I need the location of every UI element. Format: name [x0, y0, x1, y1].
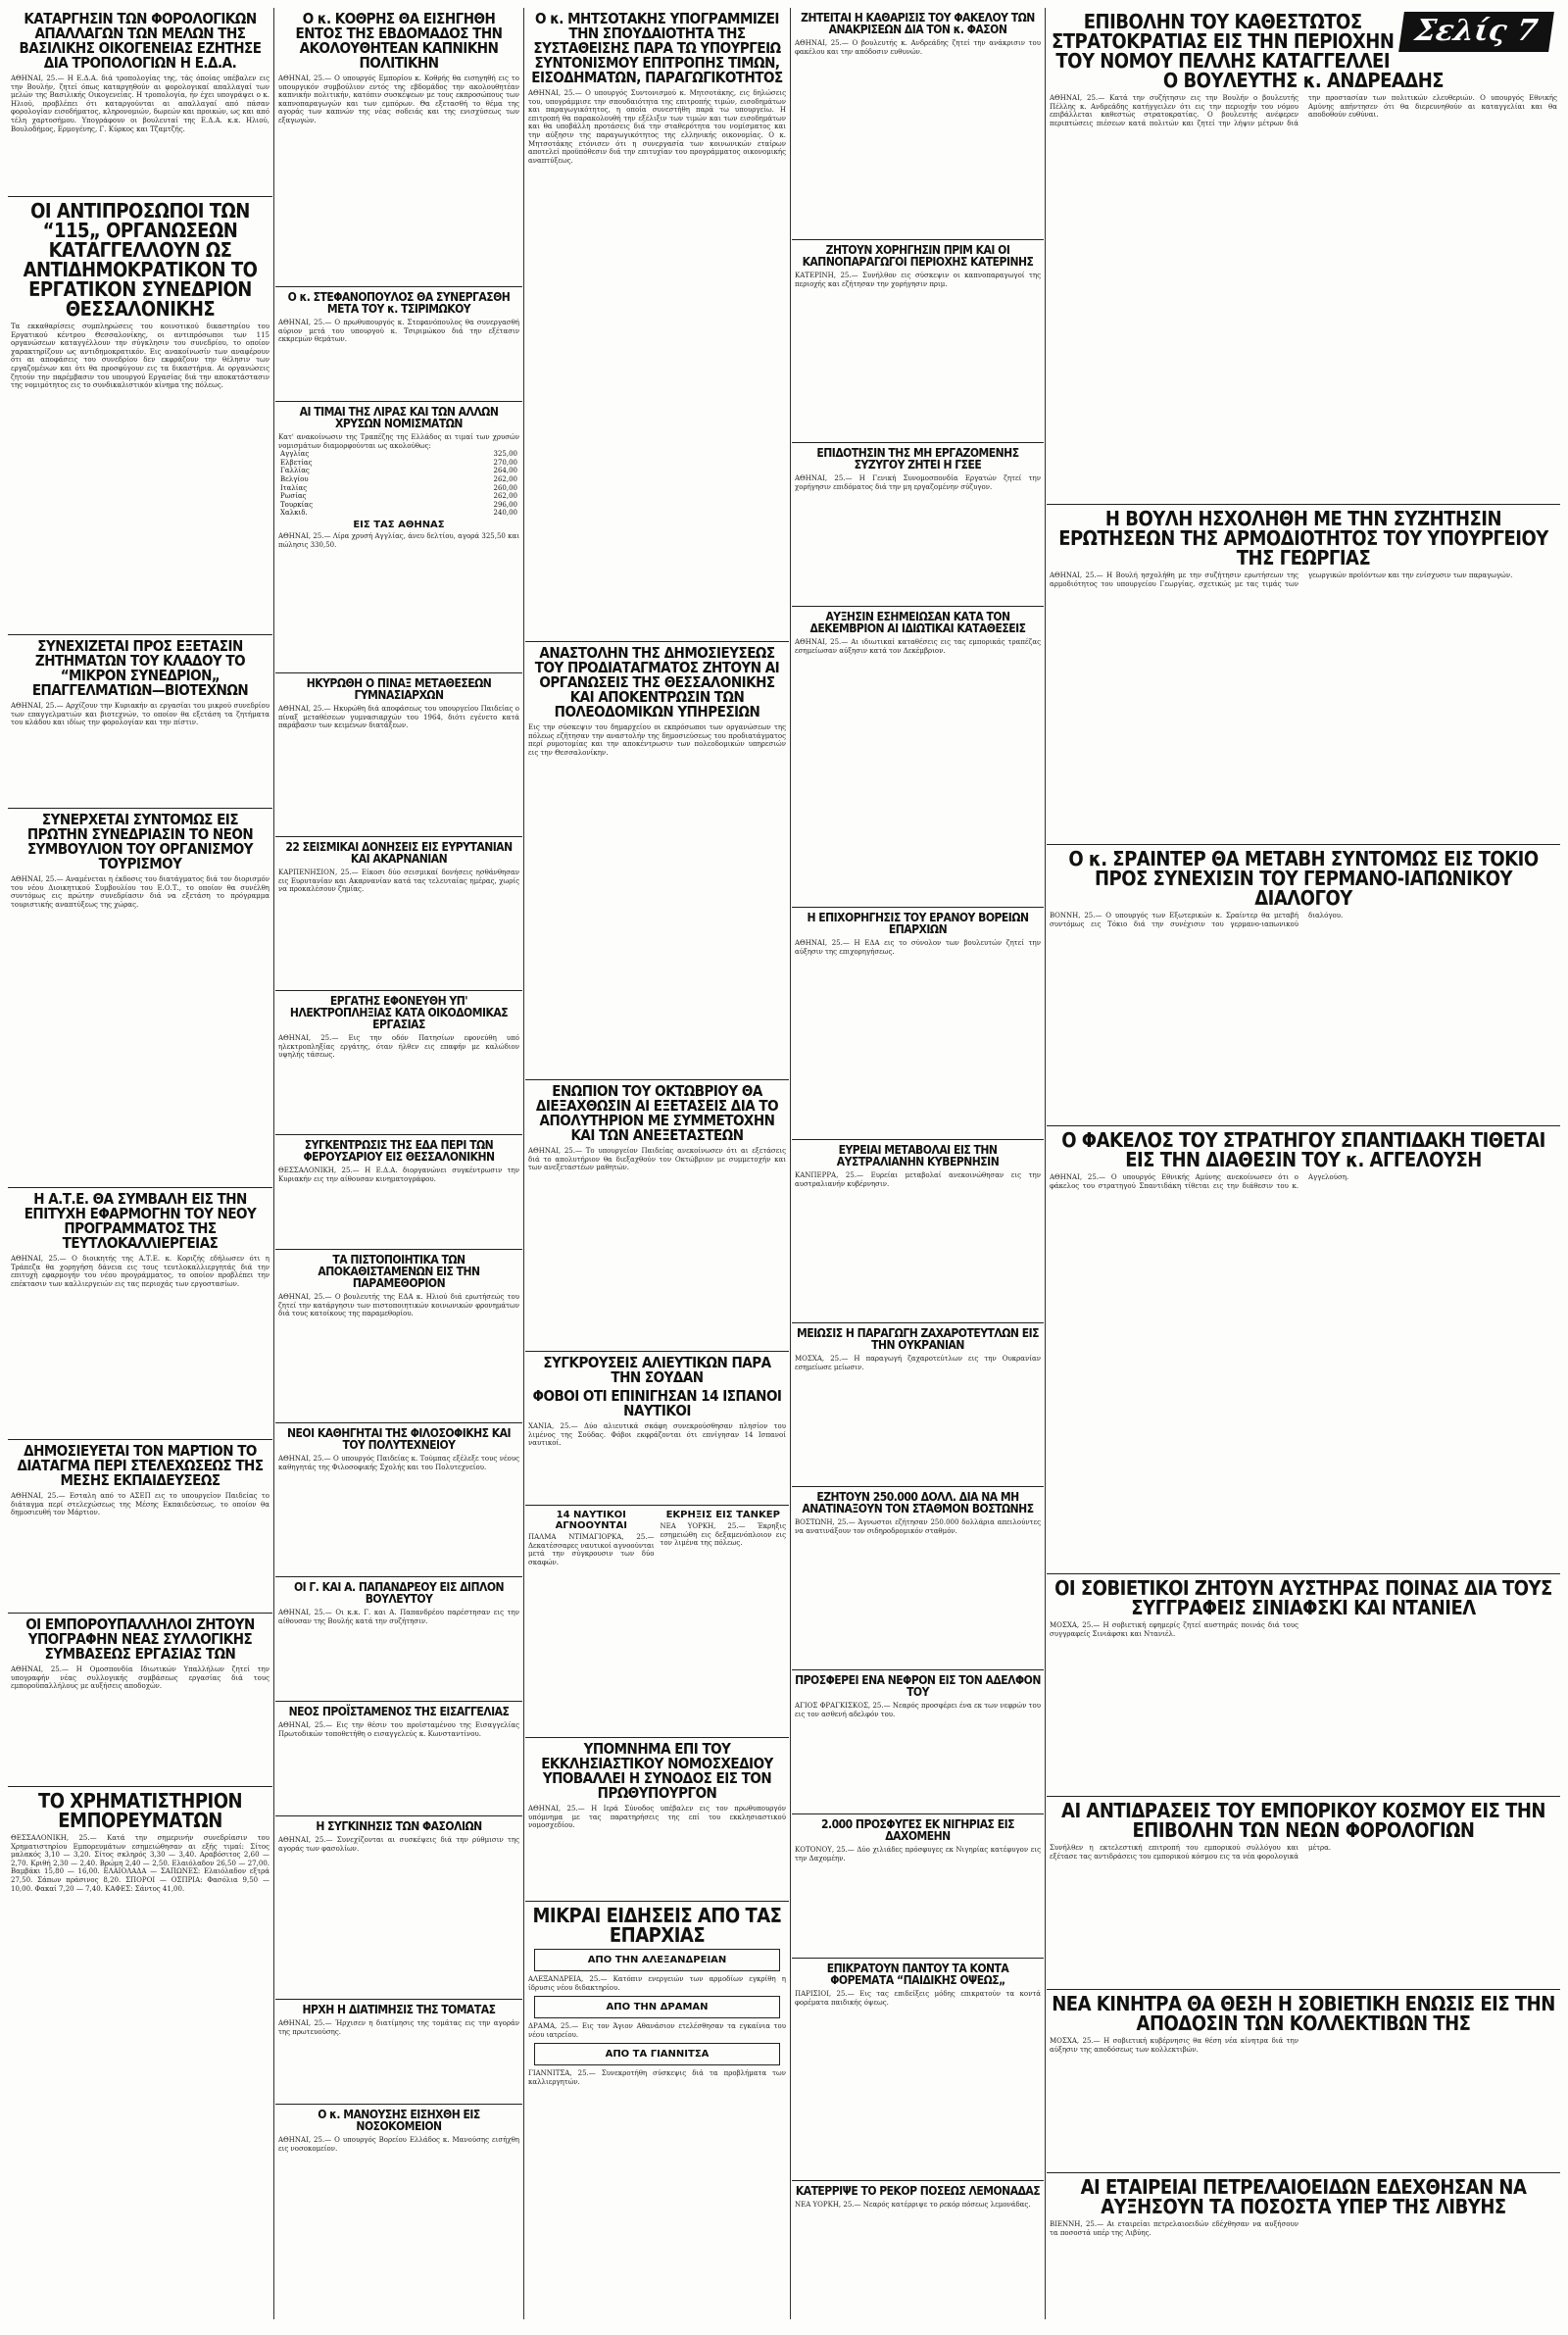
headline: ΠΡΟΣΦΕΡΕΙ ΕΝΑ ΝΕΦΡΟΝ ΕΙΣ ΤΟΝ ΑΔΕΛΦΟΝ ΤΟΥ [795, 1673, 1041, 1699]
headline: Η ΕΠΙΧΟΡΗΓΗΣΙΣ ΤΟΥ ΕΡΑΝΟΥ ΒΟΡΕΙΩΝ ΕΠΑΡΧΙΩΝ [807, 911, 1029, 936]
article [275, 673, 522, 837]
subheading: ΑΠΟ ΤΑ ΓΙΑΝΝΙΤΣΑ [605, 2049, 710, 2061]
article-body: ΘΕΣΣΑΛΟΝΙΚΗ, 25.— Κατά την σημερινήν συνεδρίασιν του Χρηματιστηρίου Εμπορευμάτων εσημειώθησαν αι εξής τιμαί: Σίτος μαλακός 3,10 — 3,20. Σίτος σκληρός 3,30 — 3,40. Αραβόσιτος 2,60 — 2,70. Κριθή 2,30 — 2,40. Βρώμη 2,40 — 2,50. Ελαιόλαδον 26,50 — 27,00. Βαμβάκι 15,80 — 16,00. ΕΛΑΙΟΛΑΔΑ — ΣΑΠΩΝΕΣ: Ελαιόλαδον εξτρά 27,50. Σάπων πράσινος 8,20. ΣΠΟΡΟΙ — ΟΣΠΡΙΑ: Φασόλια 9,50 — 10,00. Φακαί 7,20 — 7,40. ΚΑΦΕΣ: Σάντος 41,00. [11, 1834, 270, 1893]
article-body: ΑΘΗΝΑΙ, 25.— Το υπουργείον Παιδείας ανεκοίνωσεν ότι αι εξετάσεις διά το απολυτήριον θα διεξαχθούν τον Οκτώβριον με συμμετοχήν και των ανεξεταστέων μαθητών. [528, 1147, 786, 1172]
article [8, 635, 272, 809]
article [1047, 1126, 1560, 1574]
article-body: ΑΘΗΝΑΙ, 25.— Ο πρωθυπουργός κ. Στεφανόπουλος θα συνεργασθή αύριον μετά του υπουργού κ. Τσιριμώκου διά την εξέτασιν εκκρεμών θεμάτων. [278, 319, 519, 344]
article [792, 1140, 1044, 1323]
column-2 [275, 8, 522, 2319]
rate-label: Ιταλίας [280, 483, 308, 492]
rate-label: Ρωσίας [280, 492, 307, 501]
headline: ΕΥΡΕΙΑΙ ΜΕΤΑΒΟΛΑΙ ΕΙΣ ΤΗΝ ΑΥΣΤΡΑΛΙΑΝΗΝ ΚΥΒΕΡΝΗΣΙΝ [836, 1143, 1000, 1168]
headline: ΕΠΙΔΟΤΗΣΙΝ ΤΗΣ ΜΗ ΕΡΓΑΖΟΜΕΝΗΣ ΣΥΖΥΓΟΥ ΖΗΤΕΙ Η ΓΣΕΕ [816, 446, 1019, 472]
headline: Ο κ. ΣΤΕΦΑΝΟΠΟΥΛΟΣ ΘΑ ΣΥΝΕΡΓΑΣΘΗ ΜΕΤΑ ΤΟΥ κ. ΤΣΙΡΙΜΩΚΟΥ [287, 290, 511, 316]
column-rule [523, 8, 524, 2319]
article [1047, 1797, 1560, 1990]
article-body: ΑΘΗΝΑΙ, 25.— Ο βουλευτής της ΕΔΑ κ. Ηλιού διά ερωτήσεώς του ζητεί την κατάργησιν των πιστοποιητικών κοινωνικών φρονημάτων διά τους κατοίκους της παραμεθορίου. [278, 1293, 519, 1318]
article [275, 2000, 522, 2105]
subheading-box [534, 1996, 780, 2018]
article [8, 1188, 272, 1440]
article [275, 1423, 522, 1577]
article-body: ΝΕΑ ΥΟΡΚΗ, 25.— Έκρηξις εσημειώθη εις δεξαμενόπλοιον εις τον λιμένα της πόλεως. [660, 1522, 786, 1548]
headline: ΕΖΗΤΟΥΝ 250.000 ΔΟΛΛ. ΔΙΑ ΝΑ ΜΗ ΑΝΑΤΙΝΑΞΟΥΝ ΤΟΝ ΣΤΑΘΜΟΝ ΒΟΣΤΩΝΗΣ [802, 1490, 1034, 1515]
headline: ΚΑΤΕΡΡΙΨΕ ΤΟ ΡΕΚΟΡ ΠΟΣΕΩΣ ΛΕΜΟΝΑΔΑΣ [795, 2184, 1041, 2198]
article-body: ΒΟΣΤΩΝΗ, 25.— Άγνωστοι εζήτησαν 250.000 δολλάρια απειλούντες να ανατινάξουν τον σιδηροδρομικόν σταθμόν. [795, 1518, 1041, 1535]
article [8, 809, 272, 1188]
subheading-box [534, 2043, 780, 2065]
article-body: ΑΘΗΝΑΙ, 25.— Ο υπουργός Συντονισμού κ. Μητσοτάκης, εις δηλώσεις του, υπογράμμισε την σπουδαιότητα της επιτροπής τιμών, εισοδημάτων και παραγωγικότητος, η οποία συνεστήθη παρά τω υπουργείω. Η επιτροπή θα παρακολουθή την εξέλιξιν των τιμών και των εισοδημάτων και θα υποβάλλη προτάσεις διά την σταθερότητα του νομίσματος και την αύξησιν της παραγωγικότητος της ελληνικής οικονομίας. Ο κ. Μητσοτάκης ετόνισεν ότι η συνεργασία των κοινωνικών εταίρων αποτελεί προϋπόθεσιν διά την επιτυχίαν του προγράμματος οικονομικής αναπτύξεως. [528, 89, 786, 165]
article [525, 8, 789, 642]
article-body: ΑΘΗΝΑΙ, 25.— Κατά την συζήτησιν εις την Βουλήν ο βουλευτής Πέλλης κ. Ανδρεάδης κατήγγειλεν ότι εις την περιοχήν του νόμου επιβάλλεται καθεστώς στρατοκρατίας. Ο βουλευτής ανέφερεν περιπτώσεις πιέσεων κατά πολιτών και ζητεί την λήψιν μέτρων διά την προστασίαν των πολιτικών ελευθεριών. Ο υπουργός Εθνικής Αμύνης απήντησεν ότι θα διερευνηθούν αι καταγγελίαι και θα αποδοθούν ευθύναι. [1050, 94, 1557, 127]
article-body: ΑΘΗΝΑΙ, 25.— Εις την θέσιν του προϊσταμένου της Εισαγγελίας Πρωτοδικών τοποθετήθη ο εισαγγελεύς κ. Κωνσταντίνου. [278, 1721, 519, 1738]
article [275, 1702, 522, 1816]
column-rule [273, 8, 274, 2319]
page-section-logo: Σελίς 7 [1399, 12, 1554, 52]
article [8, 1440, 272, 1614]
article [1047, 845, 1560, 1126]
article-body: ΑΘΗΝΑΙ, 25.— Αναμένεται η έκδοσις του διατάγματος διά τον διορισμόν του νέου Διοικητικού Συμβουλίου του Ε.Ο.Τ., το οποίον θα συνέλθη συντόμως εις πρώτην συνεδρίασιν διά να εξετάση το πρόγραμμα τουριστικής αναπτύξεως της χώρας. [11, 875, 270, 909]
article [8, 8, 272, 197]
subheading: 14 ΝΑΥΤΙΚΟΙ ΑΓΝΟΟΥΝΤΑΙ [555, 1510, 627, 1531]
article-body: ΑΘΗΝΑΙ, 25.— Ο υπουργός Εθνικής Αμύνης ανεκοίνωσεν ότι ο φάκελος του στρατηγού Σπαντιδάκη τίθεται εις την διάθεσιν του κ. Αγγελούση. [1050, 1173, 1349, 1190]
article [275, 837, 522, 991]
column-rule [790, 8, 791, 2319]
headline: ΑΙ ΕΤΑΙΡΕΙΑΙ ΠΕΤΡΕΛΑΙΟΕΙΔΩΝ ΕΔΕΧΘΗΣΑΝ ΝΑ ΑΥΞΗΣΟΥΝ ΤΑ ΠΟΣΟΣΤΑ ΥΠΕΡ ΤΗΣ ΛΙΒΥΗΣ [1080, 2175, 1527, 2218]
rate-value: 264,00 [493, 467, 517, 475]
headline: Η ΣΥΓΚΙΝΗΣΙΣ ΤΩΝ ΦΑΣΟΛΙΩΝ [316, 1819, 482, 1833]
rate-label: Βελγίου [280, 474, 309, 483]
headline: ΥΠΟΜΝΗΜΑ ΕΠΙ ΤΟΥ ΕΚΚΛΗΣΙΑΣΤΙΚΟΥ ΝΟΜΟΣΧΕΔΙΟΥ ΥΠΟΒΑΛΛΕΙ Η ΣΥΝΟΔΟΣ ΕΙΣ ΤΟΝ ΠΡΩΘΥΠΟΥΡΓΟΝ [541, 1740, 773, 1802]
article [792, 8, 1044, 240]
article [792, 607, 1044, 908]
rate-row [278, 450, 519, 459]
rates-intro: Κατ' ανακοίνωσιν της Τραπέζης της Ελλάδος αι τιμαί των χρυσών νομισμάτων διαμορφούνται ως ακολούθως: [278, 433, 519, 450]
article-body: ΜΟΣΧΑ, 25.— Η σοβιετική κυβέρνησις θα θέση νέα κίνητρα διά την αύξησιν της αποδόσεως των κολλεκτιβών. [1050, 2037, 1298, 2054]
headline: ΤΟ ΧΡΗΜΑΤΙΣΤΗΡΙΟΝ ΕΜΠΟΡΕΥΜΑΤΩΝ [37, 1789, 243, 1832]
headline: ΝΕΑ ΚΙΝΗΤΡΑ ΘΑ ΘΕΣΗ Η ΣΟΒΙΕΤΙΚΗ ΕΝΩΣΙΣ ΕΙΣ ΤΗΝ ΑΠΟΔΟΣΙΝ ΤΩΝ ΚΟΛΛΕΚΤΙΒΩΝ ΤΗΣ [1052, 1992, 1555, 2035]
article [275, 991, 522, 1135]
article-body: Εις την σύσκεψιν του δημαρχείου οι εκπρόσωποι των οργανώσεων της πόλεως εζήτησαν την αναστολήν της δημοσιεύσεως του προδιατάγματος περί ρυμοτομίας και την αποκέντρωσιν των πολεοδομικών υπηρεσιών εις την Θεσσαλονίκην. [528, 723, 786, 757]
article [1047, 8, 1560, 505]
article [792, 1323, 1044, 1487]
subarticle [661, 1508, 787, 1566]
article [8, 1614, 272, 1787]
article [792, 2181, 1044, 2319]
rate-value: 260,00 [493, 483, 517, 492]
article [275, 8, 522, 287]
article-body: ΑΘΗΝΑΙ, 25.— Ο διοικητής της Α.Τ.Ε. κ. Κοριζής εδήλωσεν ότι η Τράπεζα θα χορηγήση δάνεια εις τους τευτλοκαλλιεργητάς διά την επιτυχή εφαρμογήν του νέου προγράμματος, το οποίον προβλέπει την επέκτασιν των καλλιεργειών εις τας περιοχάς των εργοστασίων. [11, 1255, 270, 1288]
subheading: ΕΚΡΗΞΙΣ ΕΙΣ ΤΑΝΚΕΡ [665, 1510, 780, 1520]
rate-value: 296,00 [493, 500, 517, 509]
article [525, 1352, 789, 1506]
headline: ΟΙ ΕΜΠΟΡΟΥΠΑΛΛΗΛΟΙ ΖΗΤΟΥΝ ΥΠΟΓΡΑΦΗΝ ΝΕΑΣ ΣΥΛΛΟΓΙΚΗΣ ΣΥΜΒΑΣΕΩΣ ΕΡΓΑΣΙΑΣ ΤΩΝ [25, 1615, 255, 1663]
article [275, 2105, 522, 2228]
column-5 [1047, 8, 1560, 2319]
headline: Ο κ. ΜΗΤΣΟΤΑΚΗΣ ΥΠΟΓΡΑΜΜΙΖΕΙ ΤΗΝ ΣΠΟΥΔΑΙΟΤΗΤΑ ΤΗΣ ΣΥΣΤΑΘΕΙΣΗΣ ΠΑΡΑ ΤΩ ΥΠΟΥΡΓΕΙΩ ΣΥΝΤΟΝΙΣΜΟΥ ΕΠΙΤΡΟΠΗΣ ΤΙΜΩΝ, ΕΙΣΟΔΗΜΑΤΩΝ, ΠΑΡΑΓΩΓΙΚΟΤΗΤΟΣ [531, 10, 783, 86]
column-rule [1045, 8, 1046, 2319]
rate-row [278, 492, 519, 501]
article-body: ΑΘΗΝΑΙ, 25.— Ήρχισεν η διατίμησις της τομάτας εις την αγοράν της πρωτευούσης. [278, 2019, 519, 2036]
article [525, 1738, 789, 1902]
rate-value: 270,00 [493, 458, 517, 467]
article [275, 1577, 522, 1702]
rate-value: 262,00 [493, 492, 517, 501]
article [275, 1816, 522, 2000]
subheading: ΑΠΟ ΤΗΝ ΑΛΕΞΑΝΔΡΕΙΑΝ [587, 1955, 727, 1965]
headline: Ο ΦΑΚΕΛΟΣ ΤΟΥ ΣΤΡΑΤΗΓΟΥ ΣΠΑΝΤΙΔΑΚΗ ΤΙΘΕΤΑΙ ΕΙΣ ΤΗΝ ΔΙΑΘΕΣΙΝ ΤΟΥ κ. ΑΓΓΕΛΟΥΣΗ [1061, 1128, 1545, 1171]
headline: 22 ΣΕΙΣΜΙΚΑΙ ΔΟΝΗΣΕΙΣ ΕΙΣ ΕΥΡΥΤΑΝΙΑΝ ΚΑΙ ΑΚΑΡΝΑΝΙΑΝ [285, 840, 513, 866]
article-body: ΑΘΗΝΑΙ, 25.— Εις την οδόν Πατησίων εφονεύθη υπό ηλεκτροπληξίας εργάτης, όταν ήλθεν εις επαφήν με καλώδιον υψηλής τάσεως. [278, 1034, 519, 1060]
headline: ΜΕΙΩΣΙΣ Η ΠΑΡΑΓΩΓΗ ΖΑΧΑΡΟΤΕΥΤΛΩΝ ΕΙΣ ΤΗΝ ΟΥΚΡΑΝΙΑΝ [797, 1326, 1039, 1352]
article-body: ΜΟΣΧΑ, 25.— Η σοβιετική εφημερίς ζητεί αυστηράς ποινάς διά τους συγγραφείς Σινιάφσκι και Ντανιέλ. [1050, 1621, 1298, 1638]
rate-row [278, 459, 519, 468]
rate-row [278, 501, 519, 510]
article-body: Συνήλθεν η εκτελεστική επιτροπή του εμπορικού συλλόγου και εξέτασε τας αντιδράσεις του εμπορικού κόσμου εις τα νέα φορολογικά μέτρα. [1050, 1844, 1332, 1861]
article-body: ΑΘΗΝΑΙ, 25.— Λίρα χρυσή Αγγλίας, άνευ δελτίου, αγορά 325,50 και πώλησις 330,50. [278, 531, 519, 549]
article [1047, 2173, 1560, 2319]
article-body: ΘΕΣΣΑΛΟΝΙΚΗ, 25.— Η Ε.Δ.Α. διοργανώνει συγκέντρωσιν την Κυριακήν εις την αίθουσαν κινηματογράφου. [278, 1167, 519, 1183]
article [792, 1814, 1044, 1959]
article-body: ΑΘΗΝΑΙ, 25.— Η Βουλή ησχολήθη με την συζήτησιν ερωτήσεων της αρμοδιότητος του υπουργείου Γεωργίας, σχετικώς με τας τιμάς των γεωργικών προϊόντων και την ενίσχυσιν των παραγωγών. [1050, 571, 1513, 588]
article [275, 402, 522, 673]
rate-value: 262,00 [493, 474, 517, 483]
headline: ΣΥΓΚΡΟΥΣΕΙΣ ΑΛΙΕΥΤΙΚΩΝ ΠΑΡΑ ΤΗΝ ΣΟΥΔΑΝ [543, 1354, 771, 1386]
article-body: ΑΘΗΝΑΙ, 25.— Ο υπουργός Εμπορίου κ. Κοθρής θα εισηγηθή εις το υπουργικόν συμβούλιον εντός της εβδομάδος την ακολουθητέαν καπνικήν πολιτικήν, κατόπιν συσκέψεων με τους εκπροσώπους των καπνοπαραγωγών και των εμπόρων. Θα εξετασθή το θέμα της αγοράς των καπνών της νέας σοδειάς και της ενισχύσεως των εξαγωγών. [278, 75, 519, 124]
headline: ΣΥΝΕΧΙΖΕΤΑΙ ΠΡΟΣ ΕΞΕΤΑΣΙΝ ΖΗΤΗΜΑΤΩΝ ΤΟΥ ΚΛΑΔΟΥ ΤΟ “ΜΙΚΡΟΝ ΣΥΝΕΔΡΙΟΝ„ ΕΠΑΓΓΕΛΜΑΤΙΩΝ—ΒΙΟΤΕΧΝΩΝ [31, 637, 249, 699]
rate-label: Χαλκιδ. [280, 509, 308, 518]
article-body: ΑΘΗΝΑΙ, 25.— Η Γενική Συνομοσπονδία Εργατών ζητεί την χορήγησιν επιδόματος διά την μη εργαζομένην σύζυγον. [795, 474, 1041, 491]
headline: ΖΗΤΕΙΤΑΙ Η ΚΑΘΑΡΙΣΙΣ ΤΟΥ ΦΑΚΕΛΟΥ ΤΩΝ ΑΝΑΚΡΙΣΕΩΝ ΔΙΑ ΤΟΝ κ. ΦΑΣΟΝ [801, 11, 1035, 36]
article [1047, 1990, 1560, 2173]
rate-label: Τουρκίας [280, 500, 314, 509]
article [275, 287, 522, 402]
article-body: ΑΘΗΝΑΙ, 25.— Ο βουλευτής κ. Ανδρεάδης ζητεί την ανάκρισιν του φακέλου και την απόδοσιν ευθυνών. [795, 39, 1041, 56]
headline: ΔΗΜΟΣΙΕΥΕΤΑΙ ΤΟΝ ΜΑΡΤΙΟΝ ΤΟ ΔΙΑΤΑΓΜΑ ΠΕΡΙ ΣΤΕΛΕΧΩΣΕΩΣ ΤΗΣ ΜΕΣΗΣ ΕΚΠΑΙΔΕΥΣΕΩΣ [17, 1442, 264, 1489]
subarticle [528, 1508, 655, 1566]
article [525, 642, 789, 1080]
article-body: ΧΑΝΙΑ, 25.— Δύο αλιευτικά σκάφη συνεκρούσθησαν πλησίον του λιμένος της Σούδας. Φόβοι εκφράζονται ότι επνίγησαν 14 Ισπανοί ναυτικοί. [528, 1422, 786, 1448]
article-body: ΑΘΗΝΑΙ, 25.— Ο υπουργός Βορείου Ελλάδος κ. Μανούσης εισήχθη εις νοσοκομείον. [278, 2136, 519, 2153]
gold-rates-table [278, 450, 519, 518]
article [1047, 505, 1560, 845]
headline: ΕΝΩΠΙΟΝ ΤΟΥ ΟΚΤΩΒΡΙΟΥ ΘΑ ΔΙΕΞΑΧΘΩΣΙΝ ΑΙ ΕΞΕΤΑΣΕΙΣ ΔΙΑ ΤΟ ΑΠΟΛΥΤΗΡΙΟΝ ΜΕ ΣΥΜΜΕΤΟΧΗΝ ΚΑΙ ΤΩΝ ΑΝΕΞΕΤΑΣΤΕΩΝ [535, 1082, 779, 1144]
article [792, 1959, 1044, 2181]
article-body: ΜΟΣΧΑ, 25.— Η παραγωγή ζαχαροτεύτλων εις την Ουκρανίαν εσημείωσε μείωσιν. [795, 1355, 1041, 1371]
article-body: ΑΘΗΝΑΙ, 25.— Η ΕΔΑ εις το σύνολον των βουλευτών ζητεί την αύξησιν της επιχορηγήσεως. [795, 939, 1041, 956]
headline: ΣΥΝΕΡΧΕΤΑΙ ΣΥΝΤΟΜΩΣ ΕΙΣ ΠΡΩΤΗΝ ΣΥΝΕΔΡΙΑΣΙΝ ΤΟ ΝΕΟΝ ΣΥΜΒΟΥΛΙΟΝ ΤΟΥ ΟΡΓΑΝΙΣΜΟΥ ΤΟΥΡΙΣΜΟΥ [26, 811, 254, 872]
article-body: ΑΘΗΝΑΙ, 25.— Συνεχίζονται αι συσκέψεις διά την ρύθμισιν της αγοράς των φασολίων. [278, 1836, 519, 1853]
article-body: ΝΕΑ ΥΟΡΚΗ, 25.— Νεαρός κατέρριψε το ρεκόρ πόσεως λεμονάδας. [795, 2201, 1031, 2209]
rate-row [278, 484, 519, 493]
article-body: ΠΑΛΜΑ ΝΤΙΜΑΓΙΟΡΚΑ, 25.— Δεκατέσσαρες ναυτικοί αγνοούνται μετά την σύγκρουσιν των δύο σκαφών. [528, 1533, 655, 1566]
headline: Η ΒΟΥΛΗ ΗΣΧΟΛΗΘΗ ΜΕ ΤΗΝ ΣΥΖΗΤΗΣΙΝ ΕΡΩΤΗΣΕΩΝ ΤΗΣ ΑΡΜΟΔΙΟΤΗΤΟΣ ΤΟΥ ΥΠΟΥΡΓΕΙΟΥ ΤΗΣ ΓΕΩΡΓΙΑΣ [1058, 507, 1548, 570]
headline: ΟΙ Γ. ΚΑΙ Α. ΠΑΠΑΝΔΡΕΟΥ ΕΙΣ ΔΙΠΛΟΝ ΒΟΥΛΕΥΤΟΥ [293, 1580, 505, 1606]
article [525, 1506, 789, 1738]
headline: ΟΙ ΑΝΤΙΠΡΟΣΩΠΟΙ ΤΩΝ “115„ ΟΡΓΑΝΩΣΕΩΝ ΚΑΤΑΓΓΕΛΛΟΥΝ ΩΣ ΑΝΤΙΔΗΜΟΚΡΑΤΙΚΟΝ ΤΟ ΕΡΓΑΤΙΚΟΝ ΣΥΝΕΔΡΙΟΝ ΘΕΣΣΑΛΟΝΙΚΗΣ [23, 199, 258, 321]
article-body: ΑΘΗΝΑΙ, 25.— Αρχίζουν την Κυριακήν αι εργασίαι του μικρού συνεδρίου των επαγγελματιών και βιοτεχνών, το οποίον θα εξετάση τα ζητήματα του κλάδου και ιδίως την φορολογίαν και την πίστιν. [11, 702, 270, 727]
article-body: ΑΘΗΝΑΙ, 25.— Η Ιερά Σύνοδος υπέβαλεν εις τον πρωθυπουργόν υπόμνημα με τας παρατηρήσεις της επί του εκκλησιαστικού νομοσχεδίου. [528, 1805, 786, 1830]
article-body: Τα εκκαθαρίσεις συμπληρώσεις του κοινοτικού δικαστηρίου του Εργατικού κέντρου Θεσσαλονίκης, οι αντιπρόσωποι των 115 οργανώσεων καταγγέλλουν την σύγκλησιν του συνεδρίου, το οποίον χαρακτηρίζουν ως αντιδημοκρατικόν. Εις ανακοίνωσίν των αναφέρουν ότι αι αποφάσεις του συνεδρίου δεν εκφράζουν την θέλησιν των εργαζομένων και ότι θα προσφύγουν εις τα δικαστήρια. Αι οργανώσεις ζητούν την παρέμβασιν του υπουργού Εργασίας διά την αποκατάστασιν της νομιμότητος εις το συνδικαλιστικόν κίνημα της πόλεως. [11, 323, 270, 390]
article [8, 1787, 272, 2303]
subheading: ΕΙΣ ΤΑΣ ΑΘΗΝΑΣ [353, 519, 445, 530]
article-body: ΑΛΕΞΑΝΔΡΕΙΑ, 25.— Κατόπιν ενεργειών των αρμοδίων εγκρίθη η ίδρυσις νέου διδακτηρίου. [528, 1975, 786, 1992]
article-body: ΔΡΑΜΑ, 25.— Εις τον Άγιον Αθανάσιον ετελέσθησαν τα εγκαίνια του νέου ιατρείου. [528, 2022, 786, 2039]
rate-row [278, 509, 519, 518]
headline: Ο κ. ΣΡΑΙΝΤΕΡ ΘΑ ΜΕΤΑΒΗ ΣΥΝΤΟΜΩΣ ΕΙΣ ΤΟΚΙΟ ΠΡΟΣ ΣΥΝΕΧΙΣΙΝ ΤΟΥ ΓΕΡΜΑΝΟ-ΙΑΠΩΝΙΚΟΥ ΔΙΑΛΟΓΟΥ [1068, 847, 1539, 910]
headline: ΤΑ ΠΙΣΤΟΠΟΙΗΤΙΚΑ ΤΩΝ ΑΠΟΚΑΘΙΣΤΑΜΕΝΩΝ ΕΙΣ ΤΗΝ ΠΑΡΑΜΕΘΟΡΙΟΝ [318, 1253, 480, 1290]
headline: ΕΠΙΒΟΛΗΝ ΤΟΥ ΚΑΘΕΣΤΩΤΟΣ ΣΤΡΑΤΟΚΡΑΤΙΑΣ ΕΙΣ ΤΗΝ ΠΕΡΙΟΧΗΝ ΤΟΥ ΝΟΜΟΥ ΠΕΛΛΗΣ ΚΑΤΑΓΓΕΛΛΕΙ Ο ΒΟΥΛΕΥΤΗΣ κ. ΑΝΔΡΕΑΔΗΣ [1051, 10, 1445, 92]
headline: ΖΗΤΟΥΝ ΧΟΡΗΓΗΣΙΝ ΠΡΙΜ ΚΑΙ ΟΙ ΚΑΠΝΟΠΑΡΑΓΩΓΟΙ ΠΕΡΙΟΧΗΣ ΚΑΤΕΡΙΝΗΣ [802, 243, 1034, 269]
headline: ΟΙ ΣΟΒΙΕΤΙΚΟΙ ΖΗΤΟΥΝ ΑΥΣΤΗΡΑΣ ΠΟΙΝΑΣ ΔΙΑ ΤΟΥΣ ΣΥΓΓΡΑΦΕΙΣ ΣΙΝΙΑΦΣΚΙ ΚΑΙ ΝΤΑΝΙΕΛ [1054, 1576, 1552, 1619]
headline: ΑΙ ΑΝΤΙΔΡΑΣΕΙΣ ΤΟΥ ΕΜΠΟΡΙΚΟΥ ΚΟΣΜΟΥ ΕΙΣ ΤΗΝ ΕΠΙΒΟΛΗΝ ΤΩΝ ΝΕΩΝ ΦΟΡΟΛΟΓΙΩΝ [1061, 1799, 1545, 1842]
subheading-box [534, 1949, 780, 1971]
article [792, 240, 1044, 443]
article [792, 908, 1044, 1140]
article-body: ΑΘΗΝΑΙ, 25.— Ο υπουργός Παιδείας κ. Τούμπας εξέλεξε τους νέους καθηγητάς της Φιλοσοφικής Σχολής και του Πολυτεχνείου. [278, 1455, 519, 1471]
article-body: ΒΙΕΝΝΗ, 25.— Αι εταιρείαι πετρελαιοειδών εδέχθησαν να αυξήσουν τα ποσοστά υπέρ της Λιβύης. [1050, 2220, 1298, 2237]
headline: ΜΙΚΡΑΙ ΕΙΔΗΣΕΙΣ ΑΠΟ ΤΑΣ ΕΠΑΡΧΙΑΣ [532, 1904, 782, 1947]
headline: ΣΥΓΚΕΝΤΡΩΣΙΣ ΤΗΣ ΕΔΑ ΠΕΡΙ ΤΩΝ ΦΕΡΟΥΣΑΡΙΟΥ ΕΙΣ ΘΕΣΣΑΛΟΝΙΚΗΝ [303, 1138, 495, 1164]
headline: ΗΚΥΡΩΘΗ Ο ΠΙΝΑΞ ΜΕΤΑΘΕΣΕΩΝ ΓΥΜΝΑΣΙΑΡΧΩΝ [306, 676, 492, 702]
headline: ΝΕΟΣ ΠΡΟΪΣΤΑΜΕΝΟΣ ΤΗΣ ΕΙΣΑΓΓΕΛΙΑΣ [288, 1705, 510, 1718]
rate-label: Γαλλίας [280, 467, 310, 475]
headline: ΕΠΙΚΡΑΤΟΥΝ ΠΑΝΤΟΥ ΤΑ ΚΟΝΤΑ ΦΟΡΕΜΑΤΑ “ΠΑΙΔΙΚΗΣ ΟΨΕΩΣ„ [826, 1962, 1009, 1987]
headline: ΑΥΞΗΣΙΝ ΕΣΗΜΕΙΩΣΑΝ ΚΑΤΑ ΤΟΝ ΔΕΚΕΜΒΡΙΟΝ ΑΙ ΙΔΙΩΤΙΚΑΙ ΚΑΤΑΘΕΣΕΙΣ [809, 610, 1026, 635]
rate-row [278, 475, 519, 484]
column-3 [525, 8, 789, 2319]
article-body: ΑΘΗΝΑΙ, 25.— Αι ιδιωτικαί καταθέσεις εις τας εμπορικάς τραπέζας εσημείωσαν αύξησιν κατά τον Δεκέμβριον. [795, 638, 1041, 655]
headline: ΝΕΟΙ ΚΑΘΗΓΗΤΑΙ ΤΗΣ ΦΙΛΟΣΟΦΙΚΗΣ ΚΑΙ ΤΟΥ ΠΟΛΥΤΕΧΝΕΙΟΥ [287, 1426, 511, 1452]
article-body: ΓΙΑΝΝΙΤΣΑ, 25.— Συνεκροτήθη σύσκεψις διά τα προβλήματα των καλλιεργητών. [528, 2069, 786, 2086]
article-body: ΚΑΡΠΕΝΗΣΙΟΝ, 25.— Είκοσι δύο σεισμικαί δονήσεις ησθάνθησαν εις Ευρυτανίαν και Ακαρνανίαν κατά τας τελευταίας ημέρας, χωρίς να προκαλέσουν ζημίας. [278, 869, 519, 894]
article-body: ΚΑΝΠΕΡΡΑ, 25.— Ευρείαι μεταβολαί ανεκοινώθησαν εις την αυστραλιανήν κυβέρνησιν. [795, 1171, 1041, 1188]
article [792, 1487, 1044, 1670]
article-body: ΑΘΗΝΑΙ, 25.— Οι κ.κ. Γ. και Α. Παπανδρέου παρέστησαν εις την αίθουσαν της Βουλής κατά την συζήτησιν. [278, 1609, 519, 1625]
article [525, 1902, 789, 2319]
headline: 2.000 ΠΡΟΣΦΥΓΕΣ ΕΚ ΝΙΓΗΡΙΑΣ ΕΙΣ ΔΑΧΟΜΕΗΝ [821, 1817, 1014, 1843]
headline: ΑΝΑΣΤΟΛΗΝ ΤΗΣ ΔΗΜΟΣΙΕΥΣΕΩΣ ΤΟΥ ΠΡΟΔΙΑΤΑΓΜΑΤΟΣ ΖΗΤΟΥΝ ΑΙ ΟΡΓΑΝΩΣΕΙΣ ΤΗΣ ΘΕΣΣΑΛΟΝΙΚΗΣ ΚΑΙ ΑΠΟΚΕΝΤΡΩΣΙΝ ΤΩΝ ΠΟΛΕΟΔΟΜΙΚΩΝ ΥΠΗΡΕΣΙΩΝ [534, 644, 780, 720]
headline: ΗΡΧΗ Η ΔΙΑΤΙΜΗΣΙΣ ΤΗΣ ΤΟΜΑΤΑΣ [302, 2003, 496, 2016]
headline: ΚΑΤΑΡΓΗΣΙΝ ΤΩΝ ΦΟΡΟΛΟΓΙΚΩΝ ΑΠΑΛΛΑΓΩΝ ΤΩΝ ΜΕΛΩΝ ΤΗΣ ΒΑΣΙΛΙΚΗΣ ΟΙΚΟΓΕΝΕΙΑΣ ΕΖΗΤΗΣΕ ΔΙΑ ΤΡΟΠΟΛΟΓΙΩΝ Η Ε.Δ.Α. [19, 10, 262, 72]
headline: Ο κ. ΜΑΝΟΥΣΗΣ ΕΙΣΗΧΘΗ ΕΙΣ ΝΟΣΟΚΟΜΕΙΟΝ [318, 2108, 480, 2133]
headline: Η Α.Τ.Ε. ΘΑ ΣΥΜΒΑΛΗ ΕΙΣ ΤΗΝ ΕΠΙΤΥΧΗ ΕΦΑΡΜΟΓΗΝ ΤΟΥ ΝΕΟΥ ΠΡΟΓΡΑΜΜΑΤΟΣ ΤΗΣ ΤΕΥΤΛΟΚΑΛΛΙΕΡΓΕΙΑΣ [24, 1190, 257, 1252]
article [792, 443, 1044, 607]
two-up [528, 1508, 786, 1566]
article [1047, 1574, 1560, 1797]
article-body: ΑΘΗΝΑΙ, 25.— Η Ομοσπονδία Ιδιωτικών Υπαλλήλων ζητεί την υπογραφήν νέας συλλογικής συμβάσεως εργασίας διά τους εμποροϋπαλλήλους με αυξήσεις αποδοχών. [11, 1665, 270, 1691]
headline: ΕΡΓΑΤΗΣ ΕΦΟΝΕΥΘΗ ΥΠ' ΗΛΕΚΤΡΟΠΛΗΞΙΑΣ ΚΑΤΑ ΟΙΚΟΔΟΜΙΚΑΣ ΕΡΓΑΣΙΑΣ [289, 994, 509, 1031]
article-body: ΑΘΗΝΑΙ, 25.— Εσταλη από το ΑΣΕΠ εις το υπουργείον Παιδείας το διάταγμα περί στελεχώσεως της Μέσης Εκπαιδεύσεως, το οποίον θα δημοσιευθή τον Μάρτιον. [11, 1492, 270, 1517]
subheading: ΑΠΟ ΤΗΝ ΔΡΑΜΑΝ [606, 2002, 709, 2013]
column-1 [8, 8, 272, 2319]
article-body: ΒΟΝΝΗ, 25.— Ο υπουργός των Εξωτερικών κ. Σραίντερ θα μεταβή συντόμως εις Τόκιο διά την συνέχισιν του γερμανο-ιαπωνικού διαλόγου. [1050, 912, 1344, 928]
headline: ΑΙ ΤΙΜΑΙ ΤΗΣ ΛΙΡΑΣ ΚΑΙ ΤΩΝ ΑΛΛΩΝ ΧΡΥΣΩΝ ΝΟΜΙΣΜΑΤΩΝ [299, 405, 499, 430]
rate-label: Ελβετίας [280, 458, 313, 467]
article [275, 1250, 522, 1423]
rate-label: Αγγλίας [280, 450, 310, 459]
rate-row [278, 467, 519, 475]
article-body: ΑΘΗΝΑΙ, 25.— Η Ε.Δ.Α. διά τροπολογίας της, τάς όποίας υπέβαλεν εις την Βουλήν, ζητεί όπως καταργηθούν αι φορολογικαί απαλλαγαί των μελών της Βασιλικής Οικογενείας. Η τροπολογία, ήν έχει υπογράψει ο κ. Ηλιού, προβλέπει ότι καταργούνται αι απαλλαγαί από πάσαν φορολογίαν εισοδήματος, κληρονομιών, δωρεών και προικών, ως και από τέλη χαρτοσήμου. Υπογράφουν οι βουλευταί της Ε.Δ.Α. κ.κ. Ηλιού, Βουλοδήμος, Ερμογένης, Γ. Κύρκος και Τζαμτζής. [11, 75, 270, 133]
rate-value: 240,00 [493, 509, 517, 518]
article-body: ΠΑΡΙΣΙΟΙ, 25.— Εις τας επιδείξεις μόδης επικρατούν τα κοντά φορέματα παιδικής όψεως. [795, 1990, 1041, 2007]
article-body: ΚΟΤΟΝΟΥ, 25.— Δύο χιλιάδες πρόσφυγες εκ Νιγηρίας κατέφυγον εις την Δαχομέην. [795, 1846, 1041, 1863]
article [792, 1670, 1044, 1814]
rate-value: 325,00 [493, 450, 517, 459]
article-body: ΚΑΤΕΡΙΝΗ, 25.— Συνήλθον εις σύσκεψιν οι καπνοπαραγωγοί της περιοχής και εζήτησαν την χορήγησιν πριμ. [795, 272, 1041, 288]
headline: ΦΟΒΟΙ ΟΤΙ ΕΠΙΝΙΓΗΣΑΝ 14 ΙΣΠΑΝΟΙ ΝΑΥΤΙΚΟΙ [532, 1387, 782, 1419]
article [8, 197, 272, 635]
headline: Ο κ. ΚΟΘΡΗΣ ΘΑ ΕΙΣΗΓΗΘΗ ΕΝΤΟΣ ΤΗΣ ΕΒΔΟΜΑΔΟΣ ΤΗΝ ΑΚΟΛΟΥΘΗΤΕΑΝ ΚΑΠΝΙΚΗΝ ΠΟΛΙΤΙΚΗΝ [295, 10, 503, 72]
column-4 [792, 8, 1044, 2319]
article [525, 1080, 789, 1352]
article [275, 1135, 522, 1250]
article-body: ΑΘΗΝΑΙ, 25.— Ηκυρώθη διά αποφάσεως του υπουργείου Παιδείας ο πίναξ μεταθέσεων γυμνασιαρχών του 1964, διότι εγένετο κατά παράβασιν των κειμένων διατάξεων. [278, 705, 519, 730]
article-body: ΑΓΙΟΣ ΦΡΑΓΚΙΣΚΟΣ, 25.— Νεαρός προσφέρει ένα εκ των νεφρών του εις τον ασθενή αδελφόν του. [795, 1702, 1041, 1718]
